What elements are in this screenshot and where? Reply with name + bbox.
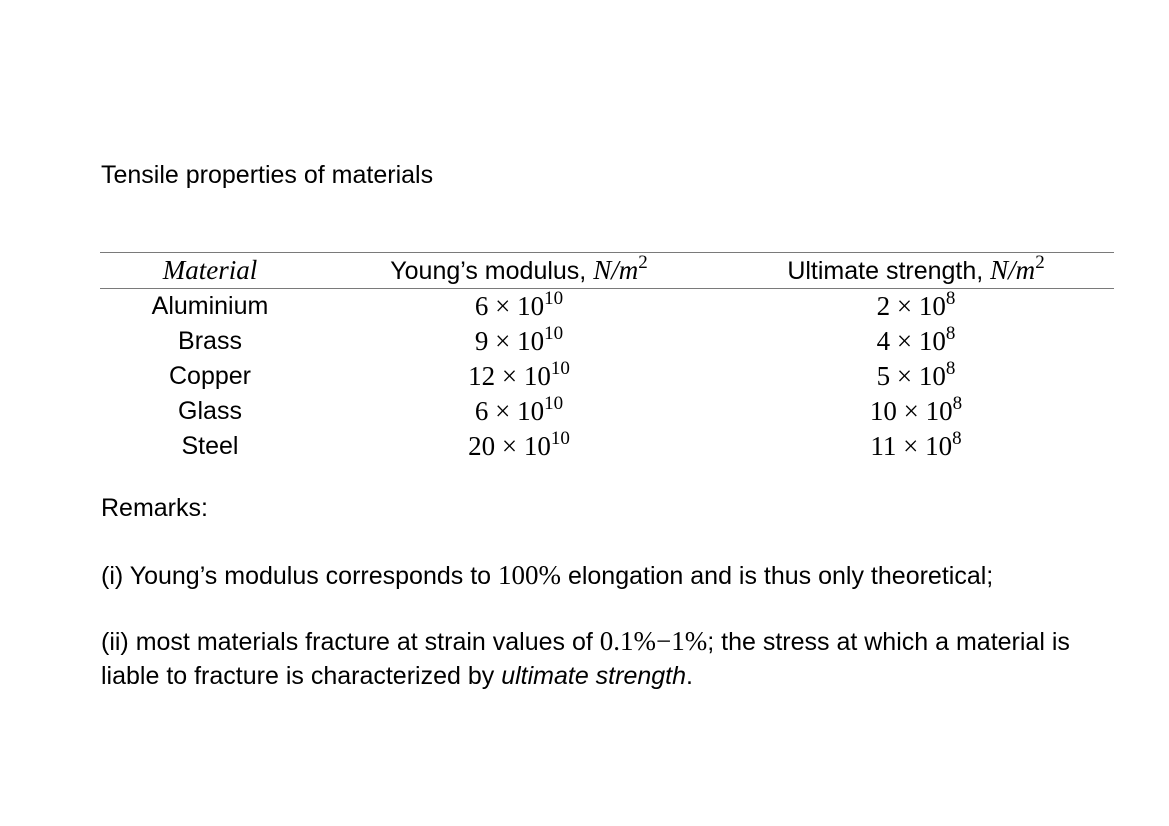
document-title: Tensile properties of materials xyxy=(101,161,434,189)
cell-ultimate-strength: $11 \times 10^8$ xyxy=(870,428,962,461)
cell-material: Steel xyxy=(181,432,239,460)
cell-youngs-modulus: $9 \times 10^{10}$ xyxy=(474,323,564,356)
cell-youngs-modulus: $20 \times 10^{10}$ xyxy=(468,428,570,461)
table-body xyxy=(100,289,1114,464)
cell-ultimate-strength: $4 \times 10^8$ xyxy=(876,323,956,356)
cell-material: Glass xyxy=(178,397,242,425)
header-strength-label: Ultimate strength, xyxy=(787,257,991,285)
table-row xyxy=(100,394,1114,429)
cell-material: Brass xyxy=(178,327,242,355)
cell-ultimate-strength: $5 \times 10^8$ xyxy=(876,358,956,391)
header-material xyxy=(100,255,320,286)
header-youngs-unit: $N/m^2$ xyxy=(593,252,648,285)
header-material-label: Material xyxy=(162,255,258,285)
properties-table xyxy=(100,252,1114,464)
cell-ultimate-strength: $2 \times 10^8$ xyxy=(876,288,956,321)
cell-material: Copper xyxy=(169,362,251,390)
cell-youngs-modulus: $12 \times 10^{10}$ xyxy=(468,358,570,391)
remark-item-1: (i) Young’s modulus corresponds to 100% elongation and is thus only theoretical; xyxy=(101,560,994,590)
table-row xyxy=(100,429,1114,464)
cell-youngs-modulus: $6 \times 10^{10}$ xyxy=(474,288,564,321)
cell-material: Aluminium xyxy=(151,292,269,320)
remarks-heading: Remarks: xyxy=(101,494,208,522)
table-row xyxy=(100,359,1114,394)
header-youngs-modulus xyxy=(320,252,718,286)
remark-item-2: (ii) most materials fracture at strain values of 0.1%−1%; the stress at which a material is liable to fracture is characterized by ultimate strength. xyxy=(101,626,1070,690)
header-ultimate-strength xyxy=(718,252,1114,286)
table-row xyxy=(100,324,1114,359)
table-row xyxy=(100,289,1114,324)
header-strength-unit: $N/m^2$ xyxy=(990,252,1045,285)
table-header-row xyxy=(100,253,1114,288)
cell-youngs-modulus: $6 \times 10^{10}$ xyxy=(474,393,564,426)
header-youngs-label: Young’s modulus, xyxy=(390,257,594,285)
cell-ultimate-strength: $10 \times 10^8$ xyxy=(869,393,963,426)
